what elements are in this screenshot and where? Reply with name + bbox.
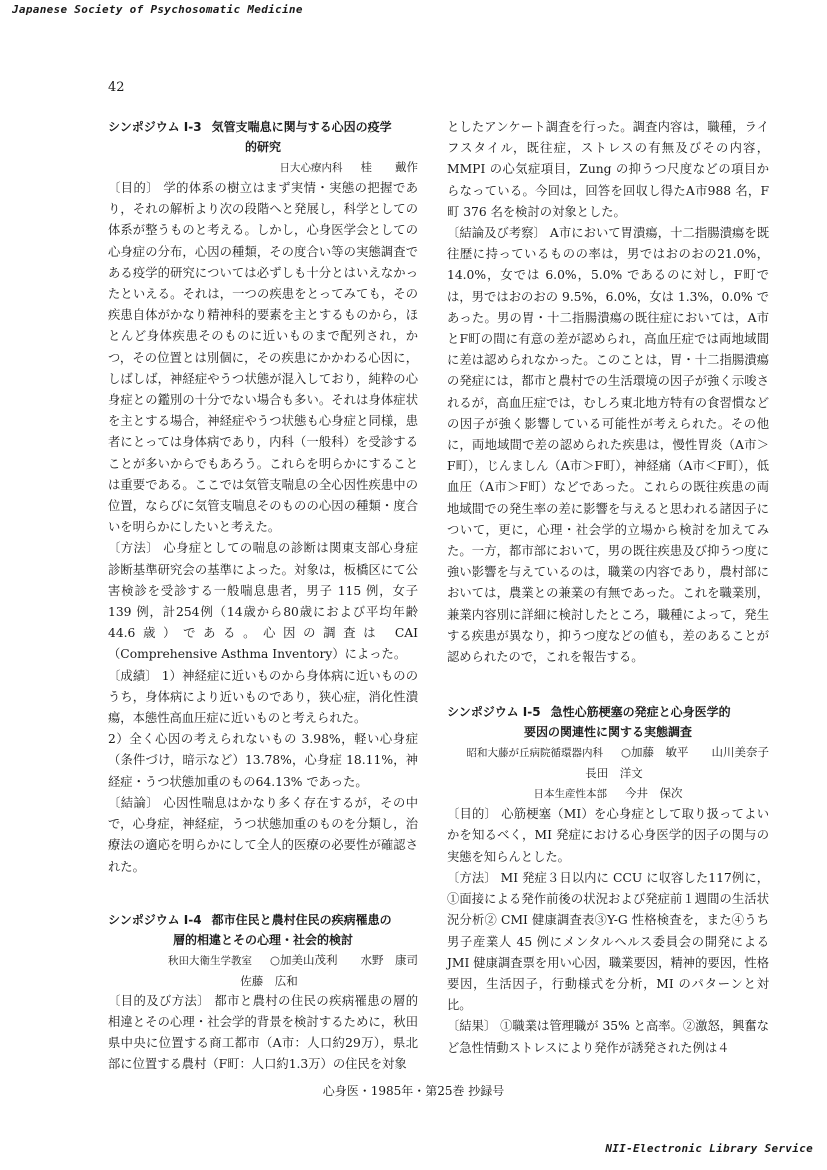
author-names: ○加美山茂利 水野 康司 [269, 952, 418, 967]
article-label: シンポジウム I-4 [108, 912, 202, 927]
article-label: シンポジウム I-3 [108, 120, 202, 134]
right-column [447, 117, 769, 1059]
author-line [447, 742, 769, 763]
paragraph: 〔成績〕 1）神経症に近いものから身体病に近いもののうち，身体病により近いものであり，狭心症，消化性潰瘍，本態性高血圧症に近いものと考えられた。 [108, 668, 418, 726]
paragraph: 〔結論〕 心因性喘息はかなり多く存在するが，その中で，心身症，神経症，うつ状態加重のものを分類し，治療法の適応を明らかにして全人的医療の必要性が確認された。 [108, 795, 418, 874]
affiliation: 昭和大藤が丘病院循環器内科 [466, 747, 603, 760]
author-names: 桂 戴作 [360, 160, 418, 174]
journal-footer: 心身医・1985年・第25巻 抄録号 [322, 1084, 505, 1098]
title-line-1: 都市住民と農村住民の疾病罹患の [211, 912, 392, 927]
title-line-1: 急性心筋梗塞の発症と心身医学的 [550, 705, 731, 720]
author-line [447, 763, 769, 783]
page-number: 42 [108, 80, 125, 95]
paragraph: 〔方法〕 心身症としての喘息の診断は関東支部心身症診断基準研究会の基準によった。対象は，板橋区にて公害検診を受診する一般喘息患者，男子 115 例，女子 139 例，計254例（14歳から80歳におよび平均年齢44.6歳）である。心因の調査は CAI（Comprehensive Asthma Inventory）によった。 [108, 541, 418, 662]
author-line [108, 157, 418, 178]
title-line-2: 要因の関連性に関する実態調査 [523, 725, 692, 740]
article-title-i5 [447, 702, 769, 742]
article-title-i3 [108, 117, 418, 157]
paragraph: 〔目的〕 心筋梗塞（MI）を心身症として取り扱ってよいかを知るべく，MI 発症における心身医学的因子の関与の実態を知らんとした。 [447, 807, 769, 864]
paragraph: 〔結論及び考察〕 A市において胃潰瘍，十二指腸潰瘍を既往歴に持っているものの率は，男ではおのおの21.0%，14.0%，女では 6.0%，5.0% であるのに対し，F町では，男ではおのおの 9.5%，6.0%，女は 1.3%，0.0% であった。男の胃・十二指腸潰瘍の既往症においては，A市とF町の間に有意の差が認められ，高血圧症では両地域間に差は認められなかった。このことは，胃・十二指腸潰瘍の発症には，都市と農村での生活環境の因子が強く示唆されるが，高血圧症では，むしろ東北地方特有の食習慣などの因子が強く影響している可能性が考えられた。その他に，両地域間で差の認められた疾患は，慢性胃炎（A市＞F町），じんましん（A市＞F町），神経痛（A市＜F町），低血圧（A市＞F町）などであった。これらの既往疾患の両地域間での発生率の差に影響を与えると思われる諸因子について，更に，心理・社会学的立場から検討を加えてみた。一方，都市部において，男の既往疾患及び抑うつ度に強い影響を与えているのは，職業の内容であり，農村部においては，農業との兼業の有無であった。これを職業別，兼業内容別に詳細に検討したところ，職種によって，発生する疾患が異なり，抑うつ度などの値も，差のあることが認められたので，これを報告する。 [447, 226, 769, 665]
title-line-2: 層的相違とその心理・社会的検討 [172, 932, 353, 947]
paragraph: 2）全く心因の考えられないもの 3.98%，軽い心身症（条件づけ，暗示など）13.78%，心身症 18.11%，神経症・うつ状態加重のもの64.13% であった。 [108, 732, 418, 789]
author-line [108, 950, 418, 971]
author-names: 長田 洋文 [585, 766, 643, 781]
site-header: Japanese Society of Psychosomatic Medicine [12, 3, 303, 16]
title-line-1: 気管支喘息に関与する心因の疫学 [211, 120, 392, 134]
article-title-i4 [108, 910, 418, 950]
affiliation: 日大心療内科 [279, 162, 343, 174]
author-line [108, 971, 418, 991]
article-label: シンポジウム I-5 [447, 705, 541, 720]
service-footer: NII-Electronic Library Service [605, 1142, 813, 1155]
paragraph: 〔結果〕 ①職業は管理職が 35% と高率。②激怒，興奮など急性情動ストレスにより発作が誘発された例は４ [447, 1019, 769, 1055]
affiliation: 秋田大衛生学教室 [167, 954, 252, 967]
left-column [108, 117, 418, 1076]
paragraph: 〔方法〕 MI 発症３日以内に CCU に収容した117例に，①面接による発作前後の状況および発症前１週間の生活状況分析② CMI 健康調査表③Y-G 性格検査を，また④うち男子産業人 45 例にメンタルヘルス委員会の開発による JMI 健康調査票を用い心因，職業要因，精神的要因，性格要因，生活因子，行動様式を分析，MI のパターンと対比。 [447, 870, 769, 1013]
paragraph: としたアンケート調査を行った。調査内容は，職種，ライフスタイル，既往症，ストレスの有無及びその内容，MMPI の心気症項目，Zung の抑うつ尺度などの項目からなっている。今回は，回答を回収し得たA市988 名，F町 376 名を検討の対象とした。 [447, 120, 769, 219]
author-names: ○加藤 敏平 山川美奈子 [620, 745, 769, 760]
title-line-2: 的研究 [244, 140, 281, 154]
author-line [447, 783, 769, 804]
author-names: 佐藤 広和 [240, 973, 298, 988]
paragraph: 〔目的〕 学的体系の樹立はまず実情・実態の把握であり，それの解析より次の段階へと発展し，科学としての体系が整うものと考える。しかし，心身医学会としての心身症の分布，心因の種類，その度合い等の実態調査である疫学的研究については必ずしも十分とはいえなかったといえる。それは，一つの疾患をとってみても，その疾患自体がかなり精神科的要素を主とするものから，ほとんど身体疾患そのものに近いものまで配列され，かつ，その位置とは別個に，その疾患にかかわる心因に，しばしば，神経症やうつ状態が混入しており，純粋の心身症との鑑別の十分でない場合も多い。それは身体症状を主とする場合，神経症やうつ状態も心身症と同様，患者にとっては身体病であり，内科（一般科）を受診することが多いからでもあろう。これらを明らかにすることは重要である。ここでは気管支喘息の全心因性疾患中の位置，ならびに気管支喘息そのものの心因の種類・度合いを明らかにしたいと考えた。 [108, 181, 418, 535]
author-names: 今井 保次 [625, 786, 683, 801]
affiliation: 日本生産性本部 [533, 788, 607, 801]
paragraph: 〔目的及び方法〕 都市と農村の住民の疾病罹患の層的相違とその心理・社会学的背景を検討するために，秋田県中央に位置する商工都市（A市：人口約29万），県北部に位置する農村（F町：人口約1.3万）の住民を対象 [108, 993, 418, 1072]
